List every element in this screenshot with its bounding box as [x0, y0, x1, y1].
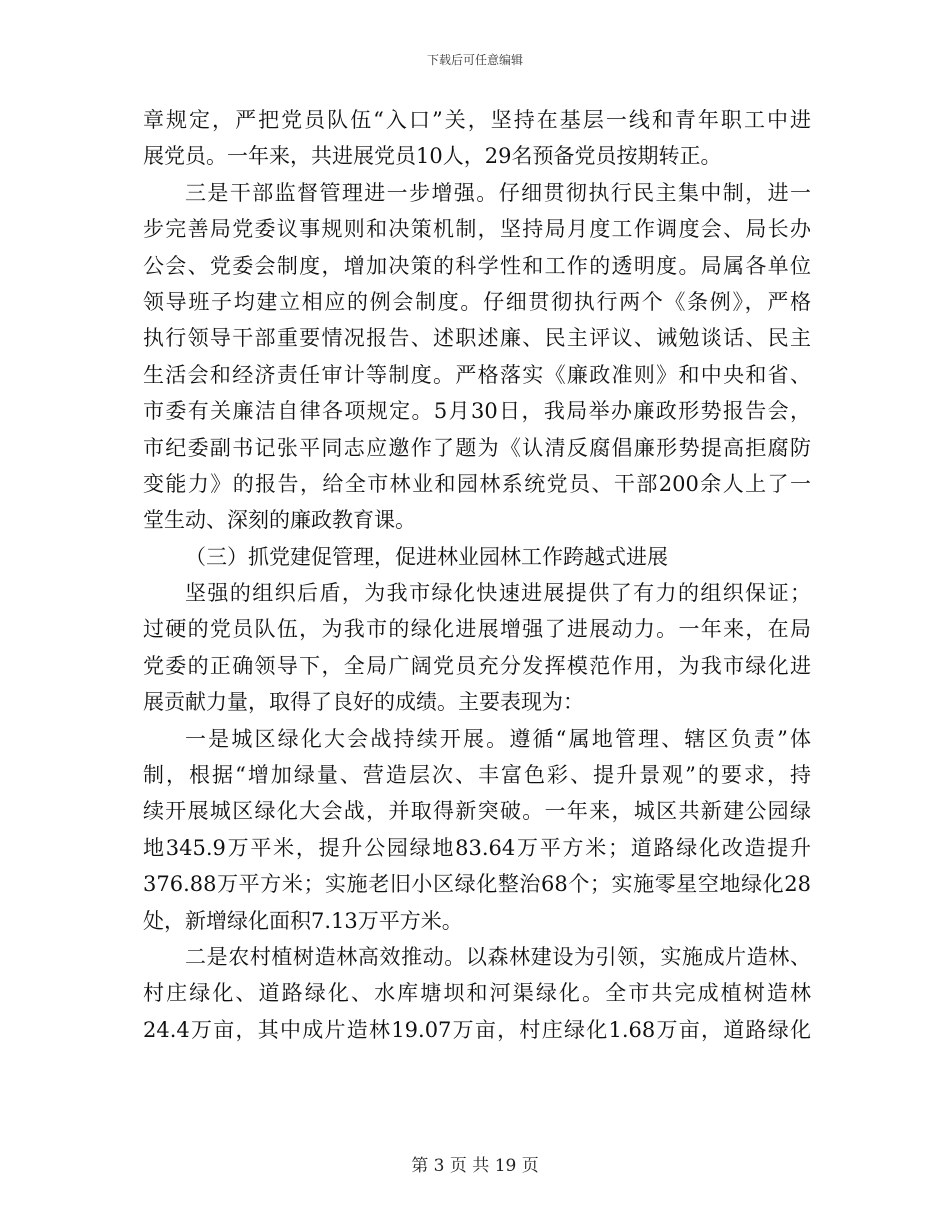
text-line: 步完善局党委议事规则和决策机制，坚持局月度工作调度会、局长办 [143, 217, 811, 242]
text-line: （三）抓党建促管理，促进林业园林工作跨越式进展 [185, 544, 668, 569]
text-line: 续开展城区绿化大会战，并取得新突破。一年来，城区共新建公园绿 [143, 799, 811, 824]
text-line: 公会、党委会制度，增加决策的科学性和工作的透明度。局属各单位 [143, 253, 811, 278]
page-footer: 第 3 页 共 19 页 [411, 1156, 539, 1176]
text-line: 村庄绿化、道路绿化、水库塘坝和河渠绿化。全市共完成植树造林 [143, 981, 811, 1006]
text-line: 展贡献力量，取得了良好的成绩。主要表现为： [143, 690, 584, 715]
text-line: 三是干部监督管理进一步增强。仔细贯彻执行民主集中制，进一 [185, 180, 811, 205]
text-line: 过硬的党员队伍，为我市的绿化进展增强了进展动力。一年来，在局 [143, 617, 811, 642]
text-line: 处，新增绿化面积7.13万平方米。 [143, 908, 463, 933]
text-line: 地345.9万平米，提升公园绿地83.64万平方米；道路绿化改造提升 [143, 835, 811, 860]
text-line: 领导班子均建立相应的例会制度。仔细贯彻执行两个《条例》，严格 [143, 289, 811, 314]
document-body [143, 102, 811, 1048]
text-line: 坚强的组织后盾，为我市绿化快速进展提供了有力的组织保证； [185, 581, 811, 606]
text-line: 变能力》的报告，给全市林业和园林系统党员、干部200余人上了一 [143, 471, 811, 496]
page-header: 下载后可任意编辑 [426, 53, 523, 67]
text-line: 执行领导干部重要情况报告、述职述廉、民主评议、诫勉谈话、民主 [143, 326, 811, 351]
text-line: 章规定，严把党员队伍“入口”关，坚持在基层一线和青年职工中进 [143, 108, 811, 132]
text-line: 堂生动、深刻的廉政教育课。 [143, 508, 416, 533]
text-line: 市纪委副书记张平同志应邀作了题为《认清反腐倡廉形势提高拒腐防 [143, 435, 811, 460]
text-line: 党委的正确领导下，全局广阔党员充分发挥模范作用，为我市绿化进 [143, 653, 811, 678]
text-line: 二是农村植树造林高效推动。以森林建设为引领，实施成片造林、 [185, 944, 811, 969]
text-line: 市委有关廉洁自律各项规定。5月30日，我局举办廉政形势报告会， [143, 399, 811, 424]
text-line: 一是城区绿化大会战持续开展。遵循“属地管理、辖区负责”体 [185, 726, 811, 751]
text-line: 制，根据“增加绿量、营造层次、丰富色彩、提升景观”的要求，持 [143, 763, 811, 788]
text-line: 24.4万亩，其中成片造林19.07万亩，村庄绿化1.68万亩，道路绿化 [143, 1017, 811, 1042]
text-line: 生活会和经济责任审计等制度。严格落实《廉政准则》和中央和省、 [143, 362, 811, 387]
text-line: 展党员。一年来，共进展党员10人，29名预备党员按期转正。 [143, 144, 722, 169]
text-line: 376.88万平方米；实施老旧小区绿化整治68个；实施零星空地绿化28 [143, 872, 811, 897]
